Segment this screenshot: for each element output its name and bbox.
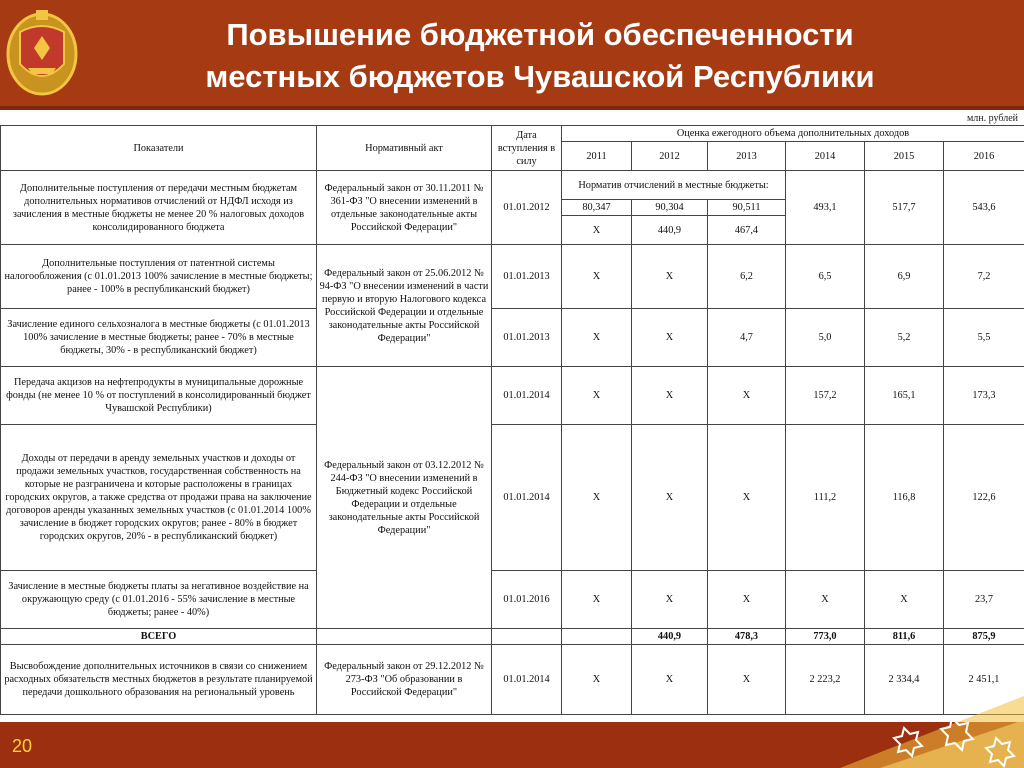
table-row bbox=[1, 367, 1024, 425]
row-ndfl-2014: 493,1 bbox=[786, 171, 865, 245]
row-preschool-2012: Х bbox=[632, 645, 708, 715]
table-row bbox=[1, 571, 1024, 629]
header-indicators: Показатели bbox=[1, 126, 317, 171]
row-excise-2012: Х bbox=[632, 367, 708, 425]
year-2014: 2014 bbox=[786, 142, 865, 171]
row-ndfl-2016: 543,6 bbox=[944, 171, 1024, 245]
row-eco-2011: Х bbox=[562, 571, 632, 629]
row-excise-2016: 173,3 bbox=[944, 367, 1024, 425]
row-eco-indicator: Зачисление в местные бюджеты платы за негативное воздействие на окружающую среду (с 01.01.2016 - 55% зачисление в местные бюджеты; ранее - 40%) bbox=[1, 571, 317, 629]
row-patent-2011: Х bbox=[562, 245, 632, 309]
row-ndfl-indicator: Дополнительные поступления от передачи местным бюджетам дополнительных нормативов отчислений от НДФЛ исходя из зачисления в местные бюджеты не менее 20 % налоговых доходов консолидированного бюджета bbox=[1, 171, 317, 245]
row-eco-2015: Х bbox=[865, 571, 944, 629]
row-land-date: 01.01.2014 bbox=[492, 425, 562, 571]
row-land-indicator: Доходы от передачи в аренду земельных участков и доходы от продажи земельных участков, государственная собственность на которые не разграничена и которые расположены в границах городских округов, а также средства от продажи права на заключение договоров аренды указанных земельных участков (с 01.01.2014 100% зачисление в бюджет городских округов; ранее - 80% в бюджет городских округов, 20% - в республиканский бюджет) bbox=[1, 425, 317, 571]
page-number: 20 bbox=[12, 736, 33, 756]
row-land-2015: 116,8 bbox=[865, 425, 944, 571]
header-estimate: Оценка ежегодного объема дополнительных доходов bbox=[562, 126, 1024, 142]
total-2012: 440,9 bbox=[632, 629, 708, 645]
row-land-2014: 111,2 bbox=[786, 425, 865, 571]
row-preschool-2011: Х bbox=[562, 645, 632, 715]
total-2013: 478,3 bbox=[708, 629, 786, 645]
row-agri-2011: Х bbox=[562, 309, 632, 367]
row-ndfl-2013: 467,4 bbox=[708, 216, 786, 245]
header-divider bbox=[0, 106, 1024, 110]
total-act-empty bbox=[317, 629, 492, 645]
row-excise-2013: Х bbox=[708, 367, 786, 425]
row-eco-2014: Х bbox=[786, 571, 865, 629]
coat-of-arms-icon bbox=[2, 2, 82, 102]
row-patent-indicator: Дополнительные поступления от патентной системы налогообложения (с 01.01.2013 100% зачисление в местные бюджеты; ранее - 100% в республиканский бюджет) bbox=[1, 245, 317, 309]
row-agri-2014: 5,0 bbox=[786, 309, 865, 367]
title-line-2: местных бюджетов Чувашской Республики bbox=[205, 59, 875, 94]
row-ndfl-2015: 517,7 bbox=[865, 171, 944, 245]
year-2013: 2013 bbox=[708, 142, 786, 171]
row-excise-date: 01.01.2014 bbox=[492, 367, 562, 425]
row-eco-date: 01.01.2016 bbox=[492, 571, 562, 629]
row-agri-2012: Х bbox=[632, 309, 708, 367]
row-ndfl-norm-2013: 90,511 bbox=[708, 200, 786, 216]
row-excise-2015: 165,1 bbox=[865, 367, 944, 425]
row-land-2011: Х bbox=[562, 425, 632, 571]
row-preschool-2015: 2 334,4 bbox=[865, 645, 944, 715]
table-row bbox=[1, 309, 1024, 367]
row-ndfl-2011: Х bbox=[562, 216, 632, 245]
total-label: ВСЕГО bbox=[1, 629, 317, 645]
table-row bbox=[1, 171, 1024, 200]
row-preschool-2013: Х bbox=[708, 645, 786, 715]
year-2016: 2016 bbox=[944, 142, 1024, 171]
row-excise-2011: Х bbox=[562, 367, 632, 425]
table-row bbox=[1, 245, 1024, 309]
units-label: млн. рублей bbox=[966, 113, 1018, 124]
chuvash-ornament-icon bbox=[840, 676, 1024, 768]
year-2012: 2012 bbox=[632, 142, 708, 171]
row-ndfl-date: 01.01.2012 bbox=[492, 171, 562, 245]
row-patent-2016: 7,2 bbox=[944, 245, 1024, 309]
budget-table bbox=[0, 125, 1024, 715]
row-preschool-2016: 2 451,1 bbox=[944, 645, 1024, 715]
total-2014: 773,0 bbox=[786, 629, 865, 645]
row-eco-2013: Х bbox=[708, 571, 786, 629]
row-agri-2015: 5,2 bbox=[865, 309, 944, 367]
row-patent-2013: 6,2 bbox=[708, 245, 786, 309]
row-agri-2016: 5,5 bbox=[944, 309, 1024, 367]
title-line-1: Повышение бюджетной обеспеченности bbox=[226, 17, 854, 52]
row-patent-date: 01.01.2013 bbox=[492, 245, 562, 309]
total-date-empty bbox=[492, 629, 562, 645]
slide-title bbox=[100, 14, 980, 98]
row-ndfl-2012: 440,9 bbox=[632, 216, 708, 245]
row-preschool-act: Федеральный закон от 29.12.2012 № 273-ФЗ "Об образовании в Российской Федерации" bbox=[317, 645, 492, 715]
row-land-2012: Х bbox=[632, 425, 708, 571]
row-excise-indicator: Передача акцизов на нефтепродукты в муниципальные дорожные фонды (не менее 10 % от поступлений в консолидированный бюджет Чувашской Республики) bbox=[1, 367, 317, 425]
row-ndfl-act: Федеральный закон от 30.11.2011 № 361-ФЗ "О внесении изменений в отдельные законодательные акты Российской Федерации" bbox=[317, 171, 492, 245]
header-date: Дата вступления в силу bbox=[492, 126, 562, 171]
row-agri-2013: 4,7 bbox=[708, 309, 786, 367]
row-eco-2016: 23,7 bbox=[944, 571, 1024, 629]
row-preschool-2014: 2 223,2 bbox=[786, 645, 865, 715]
row-patent-2015: 6,9 bbox=[865, 245, 944, 309]
row-preschool-indicator: Высвобождение дополнительных источников в связи со снижением расходных обязательств местных бюджетов в результате планируемой передачи дошкольного образования на региональный уровень bbox=[1, 645, 317, 715]
total-2016: 875,9 bbox=[944, 629, 1024, 645]
year-2011: 2011 bbox=[562, 142, 632, 171]
row-ndfl-norm-2011: 80,347 bbox=[562, 200, 632, 216]
row-act-244: Федеральный закон от 03.12.2012 № 244-ФЗ "О внесении изменений в Бюджетный кодекс Российской Федерации и отдельные законодательные акты Российской Федерации" bbox=[317, 367, 492, 629]
table-total-row bbox=[1, 629, 1024, 645]
year-2015: 2015 bbox=[865, 142, 944, 171]
table-header-row bbox=[1, 126, 1024, 142]
row-ndfl-norm-2012: 90,304 bbox=[632, 200, 708, 216]
row-patent-2014: 6,5 bbox=[786, 245, 865, 309]
header-act: Нормативный акт bbox=[317, 126, 492, 171]
row-act-94: Федеральный закон от 25.06.2012 № 94-ФЗ "О внесении изменений в части первую и вторую Налогового кодекса Российской Федерации и отдельные законодательные акты Российской Федерации" bbox=[317, 245, 492, 367]
row-ndfl-norm-label: Норматив отчислений в местные бюджеты: bbox=[562, 171, 786, 200]
total-2015: 811,6 bbox=[865, 629, 944, 645]
row-land-2016: 122,6 bbox=[944, 425, 1024, 571]
row-preschool-date: 01.01.2014 bbox=[492, 645, 562, 715]
row-eco-2012: Х bbox=[632, 571, 708, 629]
total-2011-empty bbox=[562, 629, 632, 645]
table-row bbox=[1, 425, 1024, 571]
row-agri-date: 01.01.2013 bbox=[492, 309, 562, 367]
row-land-2013: Х bbox=[708, 425, 786, 571]
row-agri-indicator: Зачисление единого сельхозналога в местные бюджеты (с 01.01.2013 100% зачисление в местные бюджеты; ранее - 70% в местные бюджеты, 30% - в республиканский бюджет) bbox=[1, 309, 317, 367]
row-excise-2014: 157,2 bbox=[786, 367, 865, 425]
row-patent-2012: Х bbox=[632, 245, 708, 309]
